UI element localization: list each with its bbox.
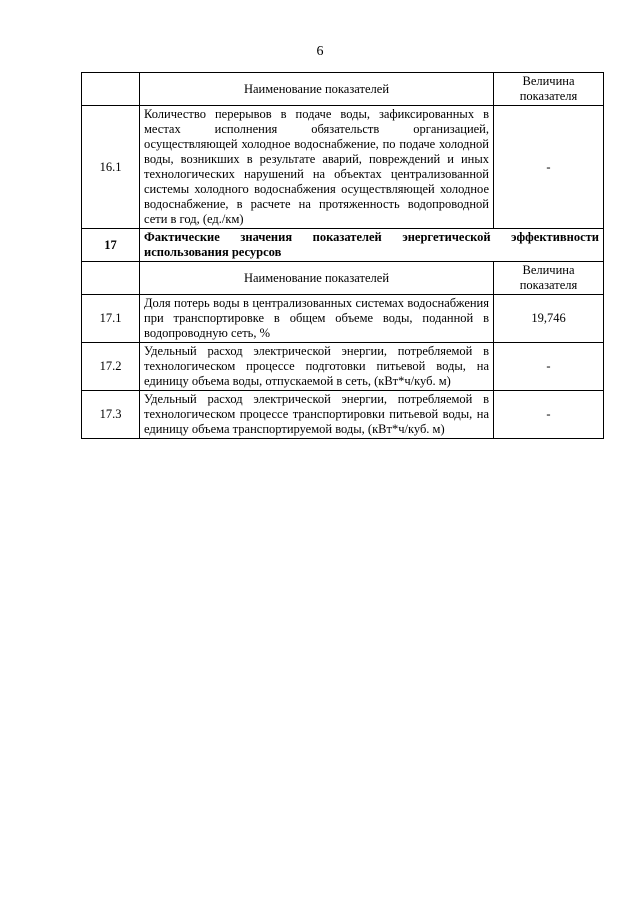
row-name: Доля потерь воды в централизованных системах водоснабжения при транспортировке в общем объеме воды, поданной в водопроводную сеть, % bbox=[140, 295, 494, 343]
header-number-cell bbox=[82, 73, 140, 106]
row-value: - bbox=[494, 343, 604, 391]
row-name: Удельный расход электрической энергии, потребляемой в технологическом процессе подготовки питьевой воды, на единицу объема воды, отпускаемой в сеть, (кВт*ч/куб. м) bbox=[140, 343, 494, 391]
table-row bbox=[82, 295, 604, 343]
table-header-row bbox=[82, 262, 604, 295]
row-name: Количество перерывов в подаче воды, зафиксированных в местах исполнения обязательств организацией, осуществляющей холодное водоснабжение, по подаче холодной воды, возникших в результате аварий, повреждений и иных технологических нарушений на объектах централизованной системы холодного водоснабжения осуществляющей холодное водоснабжение, в расчете на протяженность водопроводной сети в год, (ед./км) bbox=[140, 106, 494, 229]
header-value-cell: Величина показателя bbox=[494, 262, 604, 295]
table-row bbox=[82, 343, 604, 391]
header-name-cell: Наименование показателей bbox=[140, 262, 494, 295]
page-number: 6 bbox=[316, 44, 324, 59]
row-value: 19,746 bbox=[494, 295, 604, 343]
row-value: - bbox=[494, 391, 604, 439]
table-row bbox=[82, 106, 604, 229]
header-value-cell: Величина показателя bbox=[494, 73, 604, 106]
row-number: 17.1 bbox=[82, 295, 140, 343]
table-row bbox=[82, 391, 604, 439]
row-name: Удельный расход электрической энергии, потребляемой в технологическом процессе транспортировки питьевой воды, на единицу объема транспортируемой воды, (кВт*ч/куб. м) bbox=[140, 391, 494, 439]
header-name-cell: Наименование показателей bbox=[140, 73, 494, 106]
indicators-table bbox=[81, 72, 604, 439]
row-number: 16.1 bbox=[82, 106, 140, 229]
section-title: Фактические значения показателей энергетической эффективности использования ресурсов bbox=[140, 229, 604, 262]
row-number: 17.2 bbox=[82, 343, 140, 391]
row-number: 17.3 bbox=[82, 391, 140, 439]
section-row bbox=[82, 229, 604, 262]
row-value: - bbox=[494, 106, 604, 229]
section-number: 17 bbox=[82, 229, 140, 262]
header-number-cell bbox=[82, 262, 140, 295]
table-header-row bbox=[82, 73, 604, 106]
